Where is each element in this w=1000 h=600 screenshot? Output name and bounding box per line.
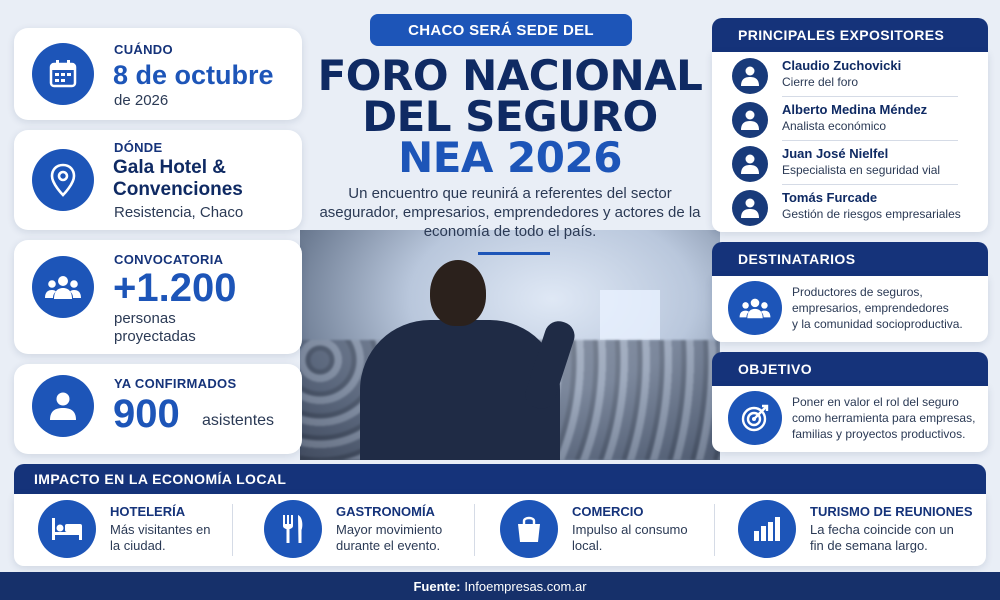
fork-knife-icon <box>264 500 322 558</box>
confirmed-label: YA CONFIRMADOS <box>114 376 237 391</box>
objective-line3: familias y proyectos productivos. <box>792 427 966 441</box>
location-pin-icon <box>32 149 94 211</box>
divider <box>232 504 233 556</box>
footer-label: Fuente: <box>413 578 461 594</box>
impact-title: HOTELERÍA <box>110 504 186 519</box>
projection-screen <box>600 290 660 340</box>
impact-item-hotels <box>14 494 244 566</box>
audience-line1: Productores de seguros, <box>792 285 923 299</box>
title-line2: DEL SEGURO <box>362 92 658 141</box>
group-icon <box>728 281 782 335</box>
audience-line3: y la comunidad socioproductiva. <box>792 317 963 331</box>
impact-title: GASTRONOMÍA <box>336 504 435 519</box>
audience-line2: empresarios, emprendedores <box>792 301 949 315</box>
avatar-icon <box>732 146 768 182</box>
audience-panel <box>712 276 988 342</box>
exhibitor-name: Claudio Zuchovicki <box>782 58 902 73</box>
audience-heading: DESTINATARIOS <box>712 242 988 276</box>
projected-count: +1.200 <box>113 266 237 310</box>
event-description: Un encuentro que reunirá a referentes del sector asegurador, empresarios, emprendedores y actores de la economía de todo el país. <box>319 185 701 240</box>
impact-item-gastronomy <box>240 494 470 566</box>
venue-city: Resistencia, Chaco <box>114 204 244 221</box>
impact-panel <box>14 494 986 566</box>
impact-item-commerce <box>476 494 706 566</box>
person-icon <box>32 375 94 437</box>
objective-line2: como herramienta para empresas, <box>792 411 976 425</box>
projected-line1: personas <box>114 310 176 327</box>
calendar-icon <box>32 43 94 105</box>
impact-title: COMERCIO <box>572 504 644 519</box>
exhibitor-row <box>732 98 982 142</box>
exhibitor-name: Alberto Medina Méndez <box>782 102 928 117</box>
impact-text: Impulso al consumo local. <box>572 522 688 553</box>
divider <box>782 184 958 185</box>
impact-text: La fecha coincide con un fin de semana largo. <box>810 522 954 553</box>
where-card <box>14 130 302 230</box>
title-line1: FORO NACIONAL <box>317 51 703 100</box>
event-year: de 2026 <box>114 92 169 109</box>
where-label: DÓNDE <box>114 140 163 155</box>
bar-chart-icon <box>738 500 796 558</box>
event-photo <box>300 230 720 460</box>
venue-line1: Gala Hotel & <box>113 157 226 178</box>
avatar-icon <box>732 58 768 94</box>
impact-title: TURISMO DE REUNIONES <box>810 504 973 519</box>
divider <box>782 140 958 141</box>
exhibitors-panel <box>712 52 988 232</box>
objective-heading: OBJETIVO <box>712 352 988 386</box>
exhibitor-role: Gestión de riesgos empresariales <box>782 207 961 221</box>
when-label: CUÁNDO <box>114 42 173 57</box>
avatar-icon <box>732 102 768 138</box>
divider <box>782 96 958 97</box>
call-label: CONVOCATORIA <box>114 252 224 267</box>
exhibitor-row <box>732 142 982 186</box>
event-date: 8 de octubre <box>113 60 274 90</box>
exhibitor-role: Especialista en seguridad vial <box>782 163 941 177</box>
objective-line1: Poner en valor el rol del seguro <box>792 395 959 409</box>
confirmed-count: 900 <box>113 392 180 436</box>
speaker-figure <box>360 260 560 460</box>
title-line3: NEA 2026 <box>398 133 622 182</box>
impact-text: Más visitantes en la ciudad. <box>110 522 211 553</box>
objective-panel <box>712 386 988 452</box>
confirmed-unit: asistentes <box>202 412 275 429</box>
exhibitor-row <box>732 186 982 230</box>
confirmed-card <box>14 364 302 454</box>
bed-icon <box>38 500 96 558</box>
impact-text: Mayor movimiento durante el evento. <box>336 522 443 553</box>
shopping-bag-icon <box>500 500 558 558</box>
when-card <box>14 28 302 120</box>
target-icon <box>728 391 782 445</box>
footer-source: Infoempresas.com.ar <box>464 578 587 594</box>
exhibitor-row <box>732 54 982 98</box>
projected-line2: proyectadas <box>114 328 196 345</box>
exhibitor-name: Tomás Furcade <box>782 190 878 205</box>
avatar-icon <box>732 190 768 226</box>
footer <box>0 572 1000 600</box>
group-icon <box>32 256 94 318</box>
venue-line2: Convenciones <box>113 179 243 200</box>
call-card <box>14 240 302 354</box>
impact-item-tourism <box>714 494 984 566</box>
impact-heading: IMPACTO EN LA ECONOMÍA LOCAL <box>14 464 986 494</box>
exhibitor-name: Juan José Nielfel <box>782 146 889 161</box>
host-pill: CHACO SERÁ SEDE DEL <box>370 14 632 46</box>
exhibitors-heading: PRINCIPALES EXPOSITORES <box>712 18 988 52</box>
exhibitor-role: Cierre del foro <box>782 75 859 89</box>
exhibitor-role: Analista económico <box>782 119 887 133</box>
title-underline <box>478 252 550 255</box>
divider <box>474 504 475 556</box>
